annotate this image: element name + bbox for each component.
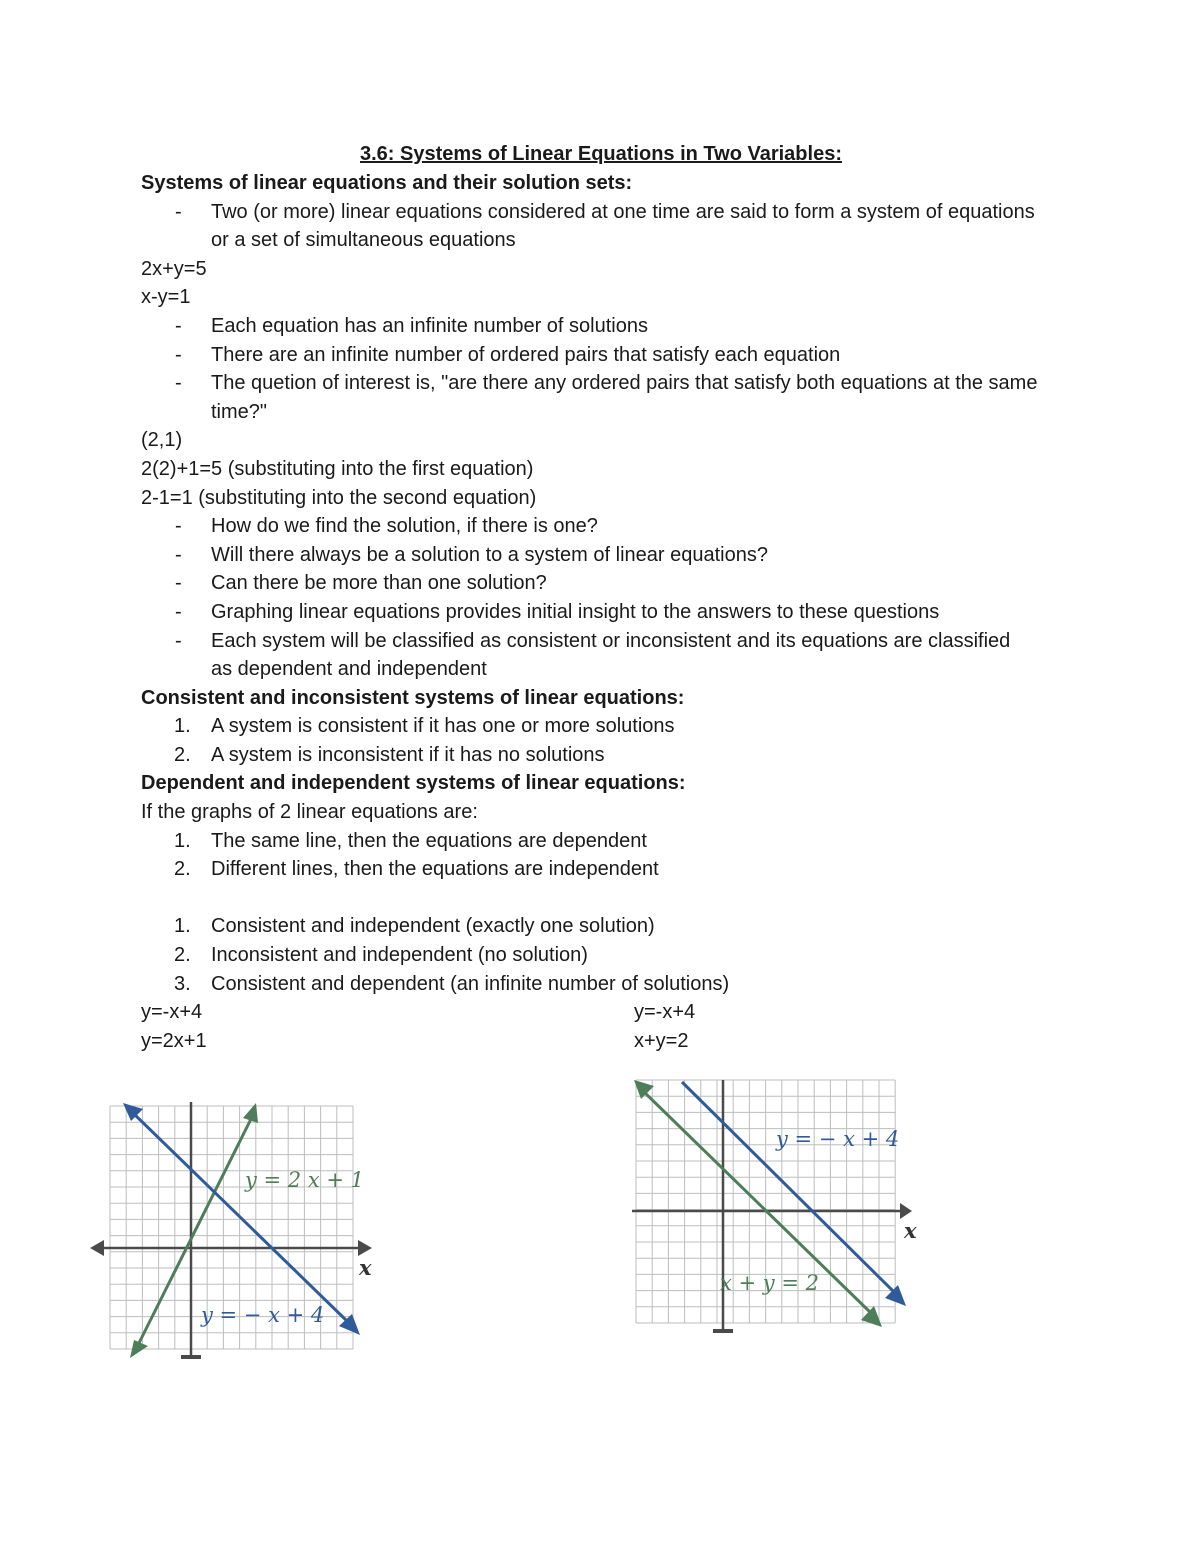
x-axis-label: x (359, 1255, 372, 1280)
list-item (141, 712, 1061, 741)
list-item (141, 741, 1061, 770)
section-heading-dependence: Dependent and independent systems of linear equations: (141, 772, 686, 795)
x-axis-label: x (904, 1218, 917, 1243)
list-item-text: A system is inconsistent if it has no solutions (211, 743, 605, 766)
line-blue-label: y = − x + 4 (201, 1303, 325, 1327)
equation-line: y=-x+4 (141, 1001, 203, 1024)
dependence-list (141, 827, 1061, 884)
list-item-text: How do we find the solution, if there is one? (211, 515, 598, 538)
number-marker: 1. (174, 715, 191, 738)
list-item-text: Different lines, then the equations are independent (211, 858, 659, 881)
list-item-text: Can there be more than one solution? (211, 572, 547, 595)
list-item-text: Two (or more) linear equations considered at one time are said to form a system of equations or a set of simultaneous equations (211, 200, 1035, 252)
substitution-check: 2-1=1 (substituting into the second equation) (141, 486, 537, 509)
list-item (141, 198, 1041, 255)
line-green-label: x + y = 2 (720, 1271, 819, 1295)
line-blue-label: y = − x + 4 (776, 1127, 900, 1151)
questions-bullet-list (141, 512, 1061, 684)
dash-marker: - (175, 572, 182, 595)
list-item (141, 627, 1011, 684)
dash-marker: - (175, 629, 182, 652)
list-item (141, 569, 1061, 598)
graph-intersecting-lines (80, 1090, 380, 1370)
equation-line: x+y=2 (634, 1029, 689, 1052)
dash-marker: - (175, 343, 182, 366)
equation-line: 2x+y=5 (141, 257, 207, 280)
list-item-text: The same line, then the equations are dependent (211, 829, 647, 852)
list-item (141, 541, 1061, 570)
x-axis-right-arrow (900, 1203, 912, 1219)
equation-line: x-y=1 (141, 286, 191, 309)
dash-marker: - (175, 200, 182, 223)
list-item-text: Each system will be classified as consistent or inconsistent and its equations are classified as dependent and independent (211, 629, 1011, 681)
list-item (141, 512, 1061, 541)
example-left (141, 998, 207, 1055)
list-item-text: A system is consistent if it has one or more solutions (211, 715, 675, 738)
list-item (141, 941, 1061, 970)
list-item-text: Consistent and independent (exactly one solution) (211, 915, 655, 938)
number-marker: 3. (174, 972, 191, 995)
equation-line: y=2x+1 (141, 1029, 207, 1052)
dash-marker: - (175, 515, 182, 538)
number-marker: 1. (174, 829, 191, 852)
list-item (141, 312, 1061, 341)
list-item (141, 369, 1051, 426)
dash-marker: - (175, 543, 182, 566)
dash-marker: - (175, 314, 182, 337)
consistency-list (141, 712, 1061, 769)
substitution-check: 2(2)+1=5 (substituting into the first equation) (141, 457, 534, 480)
list-item-text: Inconsistent and independent (no solution) (211, 944, 588, 967)
list-item-text: The quetion of interest is, "are there any ordered pairs that satisfy both equations at the same time?" (211, 372, 1038, 423)
list-item (141, 598, 1061, 627)
classification-list (141, 912, 1061, 998)
list-item-text: There are an infinite number of ordered pairs that satisfy each equation (211, 343, 841, 366)
example-equations (141, 998, 1061, 1055)
example-right (634, 998, 695, 1055)
number-marker: 2. (174, 944, 191, 967)
solutions-bullet-list (141, 312, 1061, 426)
intro-bullet-list (141, 198, 1061, 255)
blank-line (141, 884, 1061, 913)
line-green-label: y = 2 x + 1 (245, 1168, 364, 1192)
dash-marker: - (175, 372, 182, 395)
list-item-text: Consistent and dependent (an infinite number of solutions) (211, 972, 730, 995)
line-blue (682, 1082, 894, 1292)
section-heading-solution-sets: Systems of linear equations and their solution sets: (141, 172, 633, 194)
y-axis-bottom-cap (181, 1355, 201, 1359)
dependence-intro: If the graphs of 2 linear equations are: (141, 801, 478, 824)
number-marker: 1. (174, 915, 191, 938)
list-item (141, 970, 1061, 999)
list-item-text: Will there always be a solution to a system of linear equations? (211, 543, 768, 566)
number-marker: 2. (174, 743, 191, 766)
graph-parallel-lines (620, 1070, 920, 1340)
number-marker: 2. (174, 858, 191, 881)
list-item (141, 827, 1061, 856)
list-item (141, 855, 1061, 884)
x-axis-left-arrow (90, 1240, 104, 1256)
x-axis-right-arrow (358, 1240, 372, 1256)
list-item (141, 341, 1061, 370)
section-heading-consistency: Consistent and inconsistent systems of linear equations: (141, 686, 685, 709)
y-axis-bottom-cap (713, 1329, 733, 1333)
list-item (141, 912, 1061, 941)
equation-line: y=-x+4 (634, 1001, 696, 1024)
list-item-text: Graphing linear equations provides initial insight to the answers to these questions (211, 600, 940, 623)
page-title: 3.6: Systems of Linear Equations in Two Variables: (360, 143, 842, 165)
dash-marker: - (175, 600, 182, 623)
document-page (141, 140, 1061, 1055)
ordered-pair: (2,1) (141, 429, 183, 452)
list-item-text: Each equation has an infinite number of solutions (211, 314, 648, 337)
